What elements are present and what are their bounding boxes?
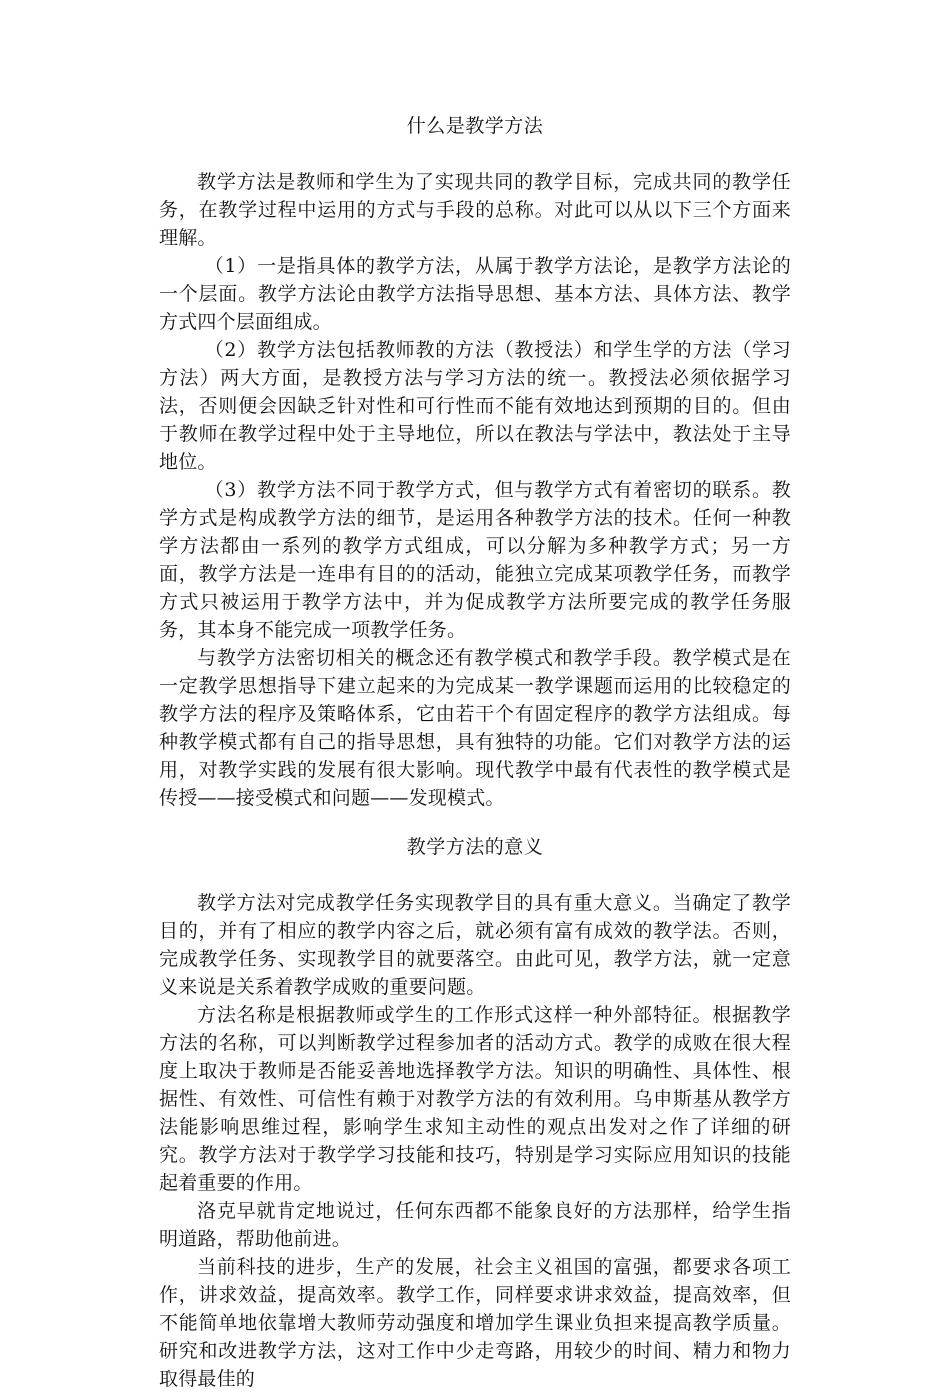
section-title-what-is-teaching-method: 什么是教学方法 <box>406 115 544 137</box>
significance-paragraph-2: 方法名称是根据教师或学生的工作形式这样一种外部特征。根据教学方法的名称，可以判断教学过程参加者的活动方式。教学的成败在很大程度上取决于教师是否能妥善地选择教学方法。知识的明确性、具体性、根据性、有效性、可信性有赖于对教学方法的有效利用。乌申斯基从教学方法能影响思维过程，影响学生求知主动性的观点出发对之作了详细的研究。教学方法对于教学学习技能和技巧，特别是学习实际应用知识的技能起着重要的作用。 <box>159 1004 791 1194</box>
intro-paragraph: 教学方法是教师和学生为了实现共同的教学目标，完成共同的教学任务，在教学过程中运用的方式与手段的总称。对此可以从以下三个方面来理解。 <box>159 171 791 249</box>
point-1-paragraph: （1）一是指具体的教学方法，从属于教学方法论，是教学方法论的一个层面。教学方法论由教学方法指导思想、基本方法、具体方法、教学方式四个层面组成。 <box>159 255 791 333</box>
point-3-paragraph: （3）教学方法不同于教学方式，但与教学方式有着密切的联系。教学方式是构成教学方法的细节，是运用各种教学方法的技术。任何一种教学方法都由一系列的教学方式组成，可以分解为多种教学方式；另一方面，教学方法是一连串有目的的活动，能独立完成某项教学任务，而教学方式只被运用于教学方法中，并为促成教学方法所要完成的教学任务服务，其本身不能完成一项教学任务。 <box>159 479 791 641</box>
significance-paragraph-1: 教学方法对完成教学任务实现教学目的具有重大意义。当确定了教学目的，并有了相应的教学内容之后，就必须有富有成效的教学法。否则，完成教学任务、实现教学目的就要落空。由此可见，教学方法，就一定意义来说是关系着教学成败的重要问题。 <box>159 892 791 998</box>
efficiency-paragraph: 当前科技的进步，生产的发展，社会主义祖国的富强，都要求各项工作，讲求效益，提高效率。教学工作，同样要求讲求效益，提高效率，但不能简单地依靠增大教师劳动强度和增加学生课业负担来提高教学质量。研究和改进教学方法，这对工作中少走弯路，用较少的时间、精力和物力取得最佳的 <box>159 1256 791 1390</box>
document-body <box>159 112 791 1393</box>
teaching-model-paragraph: 与教学方法密切相关的概念还有教学模式和教学手段。教学模式是在一定教学思想指导下建立起来的为完成某一教学课题而运用的比较稳定的教学方法的程序及策略体系，它由若干个有固定程序的教学方法组成。每种教学模式都有自己的指导思想，具有独特的功能。它们对教学方法的运用，对教学实践的发展有很大影响。现代教学中最有代表性的教学模式是传授——接受模式和问题——发现模式。 <box>159 647 791 809</box>
section-title-significance: 教学方法的意义 <box>406 836 544 858</box>
locke-quote-paragraph: 洛克早就肯定地说过，任何东西都不能象良好的方法那样，给学生指明道路，帮助他前进。 <box>159 1200 791 1250</box>
point-2-paragraph: （2）教学方法包括教师教的方法（教授法）和学生学的方法（学习方法）两大方面，是教授方法与学习方法的统一。教授法必须依据学习法，否则便会因缺乏针对性和可行性而不能有效地达到预期的目的。但由于教师在教学过程中处于主导地位，所以在教法与学法中，教法处于主导地位。 <box>159 339 791 473</box>
